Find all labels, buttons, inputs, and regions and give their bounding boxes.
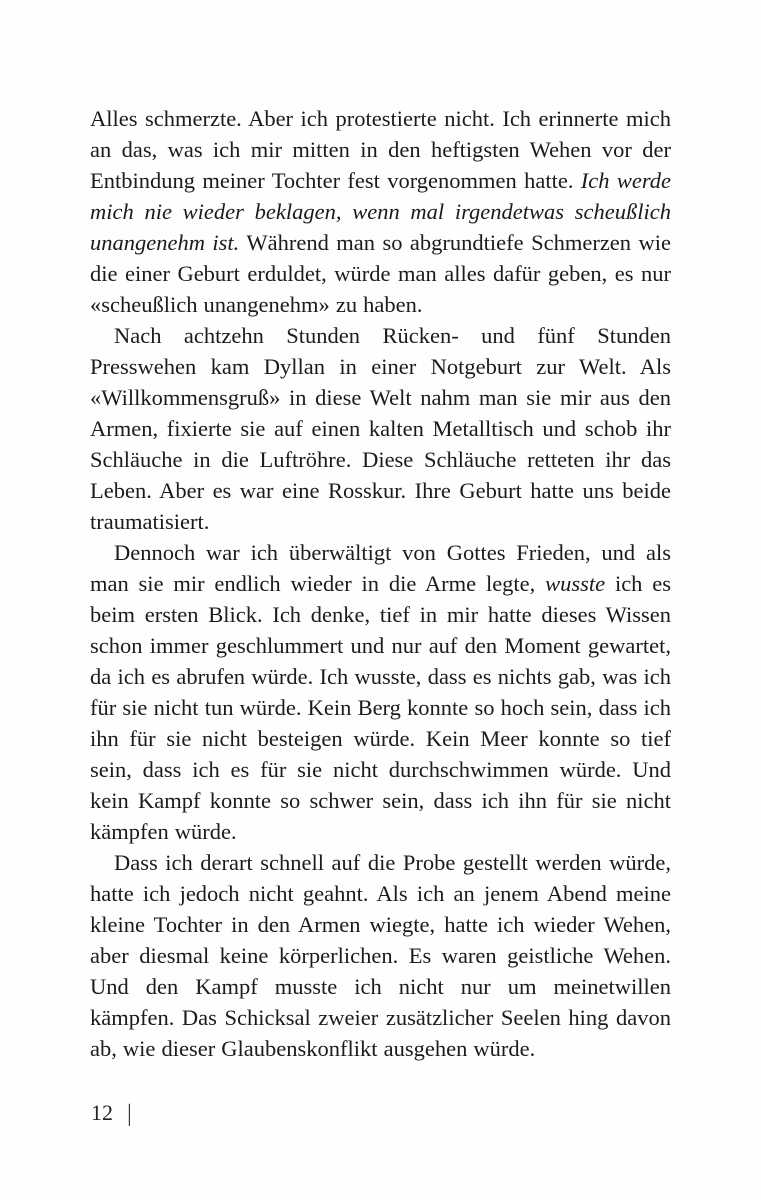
italic-text-segment: Ich werde mich nie wieder beklagen, wenn mal irgendetwas scheußlich unangenehm ist.: [90, 168, 671, 255]
text-segment: Nach achtzehn Stunden Rücken- und fünf Stunden Presswehen kam Dyllan in einer Notgeburt zur Welt. Als «Willkommensgruß» in diese Welt nahm man sie mir aus den Armen, fixierte sie auf einen kalten Metalltisch und schob ihr Schläuche in die Luftröhre. Diese Schläuche retteten ihr das Leben. Aber es war eine Rosskur. Ihre Geburt hatte uns beide traumatisiert.: [90, 323, 671, 534]
italic-text-segment: wusste: [545, 571, 606, 596]
page-number: 12: [91, 1100, 113, 1125]
text-segment: Während man so abgrundtiefe Schmerzen wie die einer Geburt erduldet, würde man alles dafür geben, es nur «scheußlich unangenehm» zu haben.: [90, 230, 671, 317]
paragraph: [90, 537, 671, 847]
text-segment: ich es beim ersten Blick. Ich denke, tief in mir hatte dieses Wissen schon immer geschlummert und nur auf den Moment gewartet, da ich es abrufen würde. Ich wusste, dass es nichts gab, was ich für sie nicht tun würde. Kein Berg konnte so hoch sein, dass ich ihn für sie nicht besteigen würde. Kein Meer konnte so tief sein, dass ich es für sie nicht durchschwimmen würde. Und kein Kampf konnte so schwer sein, dass ich ihn für sie nicht kämpfen würde.: [90, 571, 671, 844]
text-segment: Dennoch war ich überwältigt von Gottes Frieden, und als man sie mir endlich wieder in die Arme legte,: [90, 540, 671, 596]
text-segment: Dass ich derart schnell auf die Probe gestellt werden würde, hatte ich jedoch nicht geahnt. Als ich an jenem Abend meine kleine Tochter in den Armen wiegte, hatte ich wieder Wehen, aber diesmal keine körperlichen. Es waren geistliche Wehen. Und den Kampf musste ich nicht nur um meinetwillen kämpfen. Das Schicksal zweier zusätzlicher Seelen hing davon ab, wie dieser Glaubenskonflikt ausgehen würde.: [90, 850, 671, 1061]
paragraph: [90, 847, 671, 1064]
paragraph: [90, 320, 671, 537]
footer-separator: |: [127, 1101, 132, 1127]
page-footer: [91, 1098, 132, 1128]
paragraph: [90, 103, 671, 320]
text-segment: Alles schmerzte. Aber ich protestierte nicht. Ich erinnerte mich an das, was ich mir mitten in den heftigsten Wehen vor der Entbindung meiner Tochter fest vorgenommen hatte.: [90, 106, 671, 193]
page-text-block: [90, 103, 671, 1064]
